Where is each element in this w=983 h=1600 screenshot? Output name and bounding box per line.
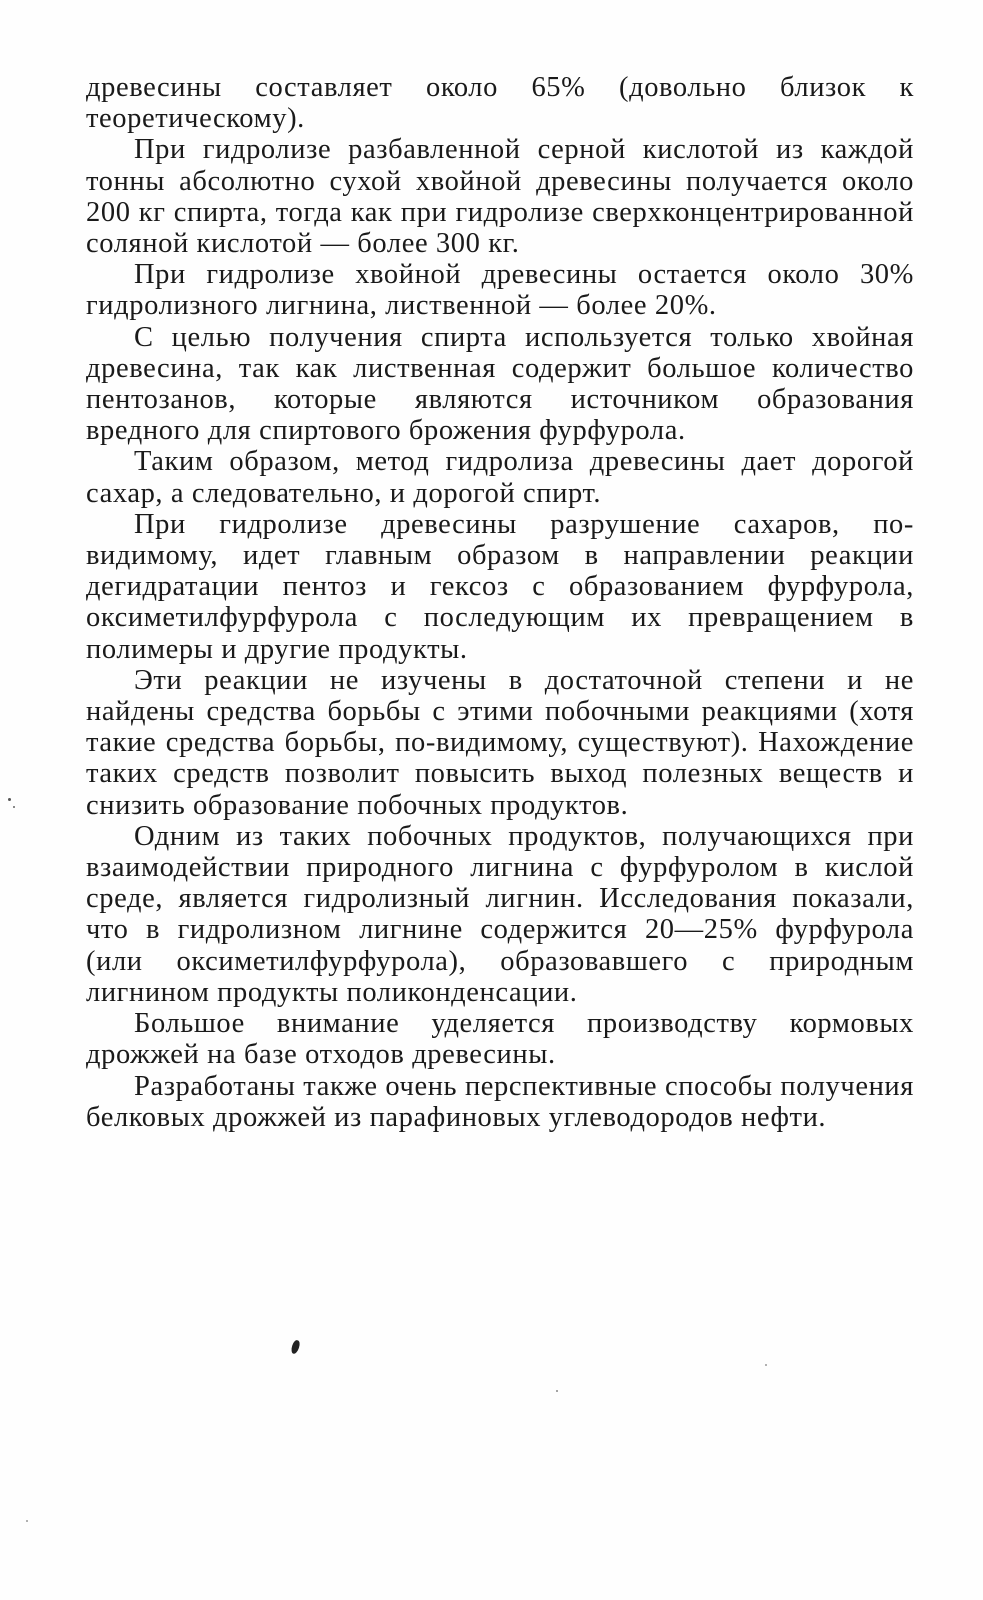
paragraph-sugar-degradation: При гидролизе древесины разрушение сахаров, по-видимому, идет главным образом в направлении реакции дегидратации пентоз и гексоз с образованием фурфурола, оксиметилфурфурола с последующим их превращением в полимеры и другие продукты. [86,508,914,665]
paragraph-feed-yeast: Большое внимание уделяется производству кормовых дрожжей на базе отходов древесины. [86,1008,914,1071]
ink-blot [290,1339,301,1354]
paragraph-side-reactions: Эти реакции не изучены в достаточной степени и не найдены средства борьбы с этими побочными реакциями (хотя такие средства борьбы, по-видимому, существуют). Нахождение таких средств позволит повысить выход полезных веществ и снизить образование побочных продуктов. [86,664,914,821]
speck [13,806,15,808]
paragraph-alcohol-yield: При гидролизе разбавленной серной кислотой из каждой тонны абсолютно сухой хвойной древесины получается около 200 кг спирта, тогда как при гидролизе сверхконцентрированной соляной кислотой — более 300 кг. [86,134,914,260]
speck [765,1364,767,1366]
speck [8,798,11,801]
paragraph-hydrolysis-lignin: Одним из таких побочных продуктов, получающихся при взаимодействии природного лигнина с фурфуролом в кислой среде, является гидролизный лигнин. Исследования показали, что в гидролизном лигнине содержится 20—25% фурфурола (или оксиметилфурфурола), образовавшего с природным лигнином продукты поликонденсации. [86,820,914,1008]
paragraph-expensive-sugar: Таким образом, метод гидролиза древесины дает дорогой сахар, а следовательно, и дорогой спирт. [86,446,914,509]
paragraph-conifer-wood: С целью получения спирта используется только хвойная древесина, так как лиственная содержит большое количество пентозанов, которые являются источником образования вредного для спиртового брожения фурфурола. [86,321,914,447]
paragraph-continuation: древесины составляет около 65% (довольно близок к теоретическому). [86,72,914,135]
speck [26,1520,28,1522]
paragraph-protein-yeast: Разработаны также очень перспективные способы получения белковых дрожжей из парафиновых углеводородов нефти. [86,1070,914,1133]
paragraph-lignin-residue: При гидролизе хвойной древесины остается около 30% гидролизного лигнина, лиственной — более 20%. [86,259,914,322]
body-text [86,72,914,1133]
speck [556,1390,558,1392]
